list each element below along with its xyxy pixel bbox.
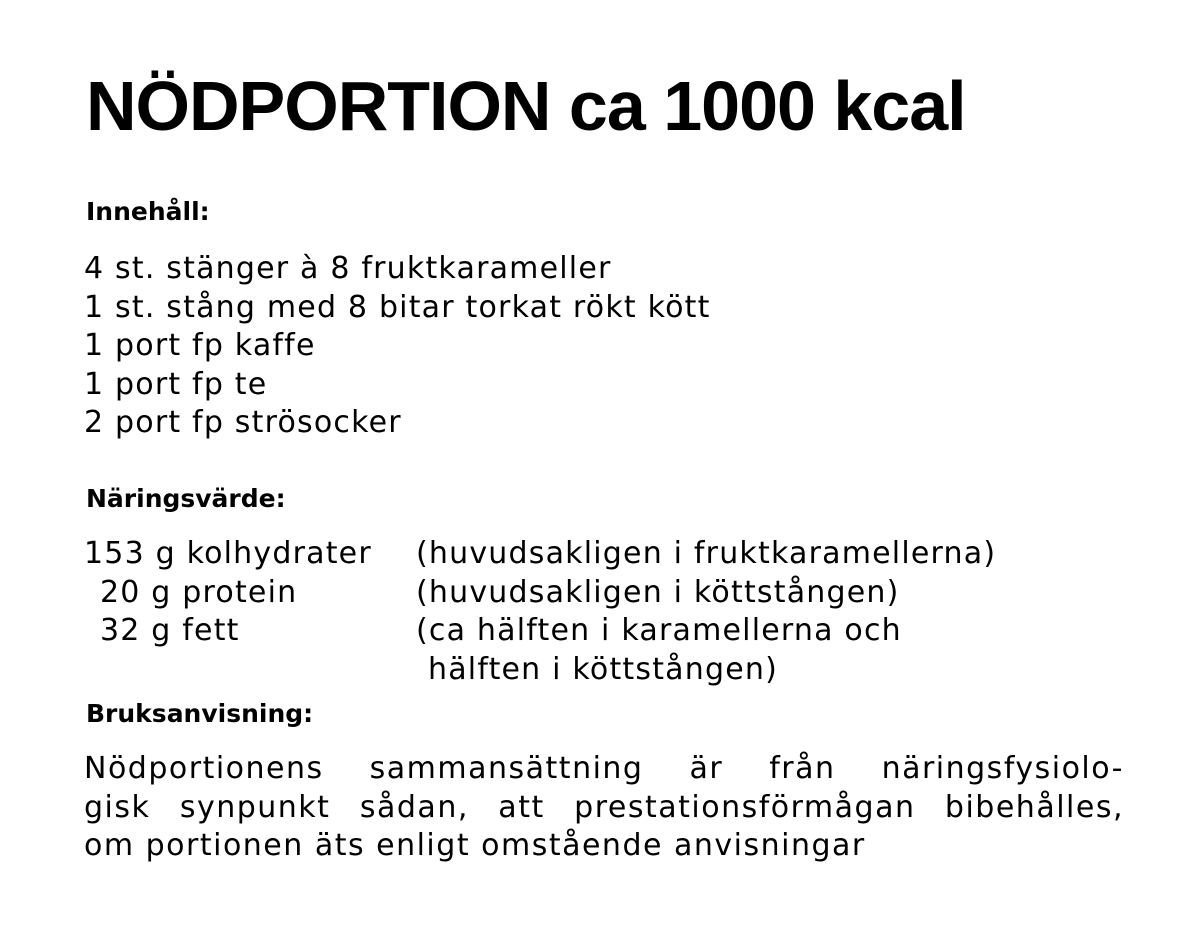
nutrition-amount: 32 g fett	[100, 613, 240, 648]
contents-item: 1 st. stång med 8 bitar torkat rökt kött	[84, 289, 711, 325]
contents-heading: Innehåll:	[86, 197, 210, 226]
instructions-line: om portionen äts enligt omstående anvisningar	[84, 828, 866, 863]
instructions-heading: Bruksanvisning:	[86, 699, 314, 728]
nutrition-note: (huvudsakligen i fruktkaramellerna)	[416, 536, 997, 571]
instructions-line: Nödportionens sammansättning är från näringsfysiolo-	[84, 751, 1124, 786]
contents-item: 1 port fp te	[84, 366, 268, 402]
nutrition-note: (huvudsakligen i köttstången)	[416, 574, 900, 610]
page-title: NÖDPORTION ca 1000 kcal	[86, 67, 966, 145]
contents-item: 2 port fp strösocker	[84, 405, 402, 440]
nutrition-amount: 153 g kolhydrater	[84, 536, 372, 571]
nutrition-note: hälften i köttstången)	[428, 651, 778, 687]
contents-list	[84, 250, 711, 443]
nutrition-amount: 20 g protein	[100, 574, 298, 610]
contents-item: 4 st. stänger à 8 fruktkarameller	[84, 251, 612, 286]
contents-item: 1 port fp kaffe	[84, 328, 316, 363]
nutrition-note: (ca hälften i karamellerna och	[416, 613, 902, 648]
instructions-line: gisk synpunkt sådan, att prestationsförmågan bibehålles,	[84, 789, 1124, 825]
instructions-text	[84, 750, 1124, 866]
nutrition-heading: Näringsvärde:	[86, 484, 286, 513]
